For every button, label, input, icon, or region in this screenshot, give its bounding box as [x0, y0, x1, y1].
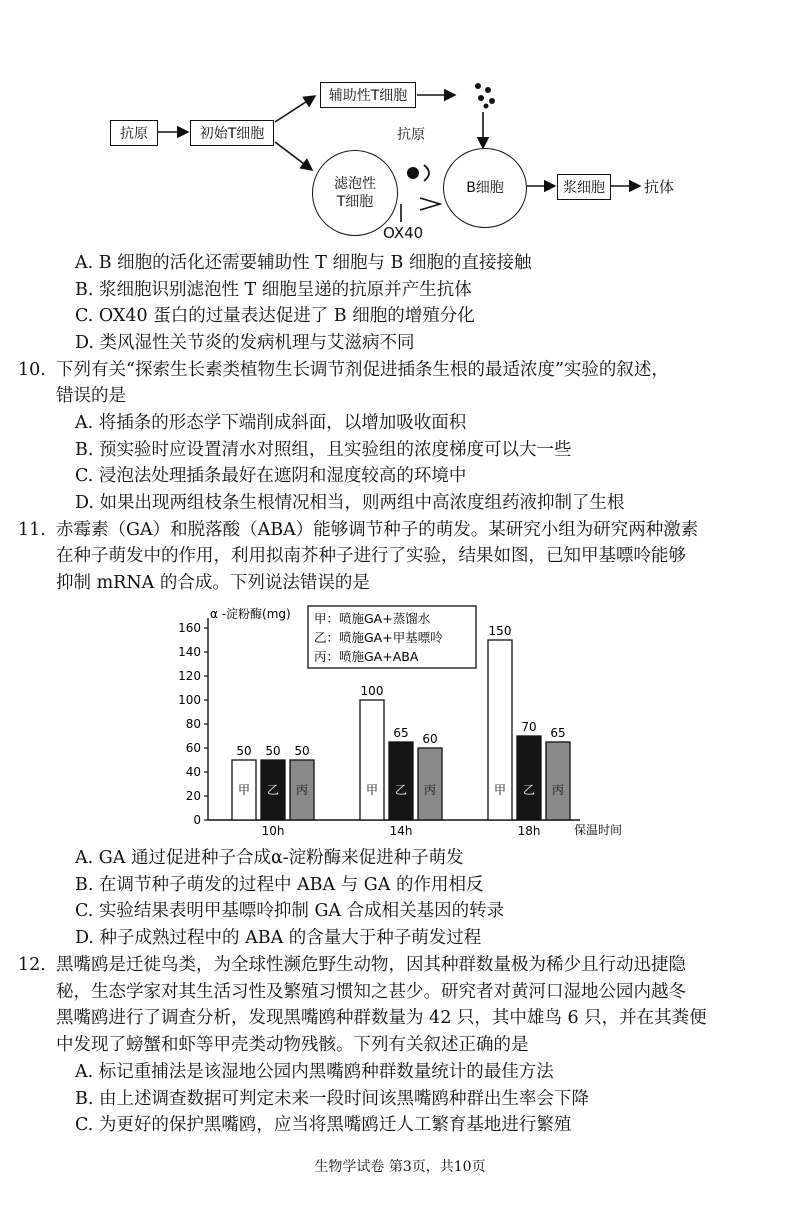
y-tick-label: 140 — [178, 645, 201, 659]
q11-option-d: D. 种子成熟过程中的 ABA 的含量大于种子萌发过程 — [75, 928, 482, 948]
q11-number: 11. — [18, 520, 46, 540]
q10-option-c: C. 浸泡法处理插条最好在遮阴和湿度较高的环境中 — [75, 466, 467, 486]
q9-option-a: A. B 细胞的活化还需要辅助性 T 细胞与 B 细胞的直接接触 — [75, 253, 532, 273]
antigen-label: 抗原 — [397, 127, 425, 143]
data-label: 100 — [360, 684, 384, 698]
data-label: 50 — [265, 744, 281, 758]
q9-option-d: D. 类风湿性关节炎的发病机理与艾滋病不同 — [75, 333, 415, 353]
q12-option-c: C. 为更好的保护黑嘴鸥，应当将黑嘴鸥迁人工繁育基地进行繁殖 — [75, 1115, 572, 1135]
q10-option-b: B. 预实验时应设置清水对照组，且实验组的浓度梯度可以大一些 — [75, 440, 572, 460]
y-tick-label: 60 — [185, 741, 201, 755]
y-tick-label: 20 — [185, 789, 201, 803]
data-label: 65 — [393, 726, 409, 740]
data-label: 50 — [294, 744, 310, 758]
bar — [389, 742, 413, 820]
amylase-bar-chart — [160, 600, 630, 845]
q10-stem-line2: 错误的是 — [56, 386, 126, 406]
q11-option-c: C. 实验结果表明甲基嘌呤抑制 GA 合成相关基因的转录 — [75, 901, 505, 921]
plasma-cell-box: 浆细胞 — [557, 174, 611, 200]
q9-option-b: B. 浆细胞识别滤泡性 T 细胞呈递的抗原并产生抗体 — [75, 280, 472, 300]
bar-series-label: 丙 — [423, 783, 437, 797]
q12-number: 12. — [18, 955, 46, 975]
legend-entry: 丙：喷施GA+ABA — [314, 649, 419, 664]
y-tick-label: 160 — [178, 621, 201, 635]
follicular-t-line1: 滤泡性 — [334, 176, 376, 192]
bar-series-label: 乙 — [522, 783, 536, 797]
data-label: 70 — [521, 720, 537, 734]
bar-series-label: 丙 — [295, 783, 309, 797]
bar — [517, 736, 541, 820]
q9-option-c: C. OX40 蛋白的过量表达促进了 B 细胞的增殖分化 — [75, 306, 475, 326]
b-cell: B细胞 — [443, 148, 527, 228]
legend-entry: 甲：喷施GA+蒸馏水 — [314, 611, 431, 626]
ox40-label: OX40 — [383, 224, 424, 242]
q10-stem-line1: 下列有关“探索生长素类植物生长调节剂促进插条生根的最适浓度”实验的叙述， — [56, 360, 669, 380]
bar — [546, 742, 570, 820]
data-label: 60 — [422, 732, 438, 746]
page-footer: 生物学试卷 第3页，共10页 — [314, 1159, 486, 1175]
q11-option-a: A. GA 通过促进种子合成α-淀粉酶来促进种子萌发 — [75, 848, 464, 868]
q10-option-d: D. 如果出现两组枝条生根情况相当，则两组中高浓度组药液抑制了生根 — [75, 493, 625, 513]
bar — [360, 700, 384, 820]
y-tick-label: 100 — [178, 693, 201, 707]
q11-stem-line1: 赤霉素（GA）和脱落酸（ABA）能够调节种子的萌发。某研究小组为研究两种激素 — [56, 520, 699, 540]
q11-stem-line3: 抑制 mRNA 的合成。下列说法错误的是 — [56, 573, 370, 593]
antibody-label: 抗体 — [644, 178, 675, 196]
antigen-box: 抗原 — [110, 120, 158, 146]
y-tick-label: 40 — [185, 765, 201, 779]
y-tick-label: 80 — [185, 717, 201, 731]
helper-t-cell-box: 辅助性T细胞 — [320, 82, 416, 108]
x-tick-label: 18h — [517, 824, 541, 838]
q10-option-a: A. 将插条的形态学下端削成斜面，以增加吸收面积 — [75, 413, 467, 433]
x-tick-label: 14h — [389, 824, 413, 838]
y-tick-label: 0 — [193, 813, 201, 827]
x-tick-label: 10h — [261, 824, 285, 838]
y-axis-label: α -淀粉酶(mg) — [210, 607, 291, 621]
x-axis-label: 保温时间 — [574, 823, 623, 837]
naive-t-cell-box: 初始T细胞 — [190, 120, 274, 146]
q12-stem-line2: 秘，生态学家对其生活习性及繁殖习惯知之甚少。研究者对黄河口湿地公园内越冬 — [56, 982, 686, 1002]
bar-series-label: 乙 — [394, 783, 408, 797]
q10-number: 10. — [18, 360, 46, 380]
data-label: 150 — [488, 624, 512, 638]
q12-stem-line3: 黑嘴鸥进行了调查分析，发现黑嘴鸥种群数量为 42 只，其中雄鸟 6 只，并在其粪便 — [56, 1008, 707, 1028]
bar-series-label: 甲 — [493, 783, 507, 797]
q11-stem-line2: 在种子萌发中的作用，利用拟南芥种子进行了实验，结果如图，已知甲基嘌呤能够 — [56, 546, 686, 566]
y-tick-label: 120 — [178, 669, 201, 683]
bar-series-label: 甲 — [237, 783, 251, 797]
data-label: 50 — [236, 744, 252, 758]
bar-series-label: 甲 — [365, 783, 379, 797]
q11-option-b: B. 在调节种子萌发的过程中 ABA 与 GA 的作用相反 — [75, 875, 484, 895]
q12-option-b: B. 由上述调查数据可判定未来一段时间该黑嘴鸥种群出生率会下降 — [75, 1089, 589, 1109]
q12-stem-line4: 中发现了螃蟹和虾等甲壳类动物残骸。下列有关叙述正确的是 — [56, 1035, 529, 1055]
q12-stem-line1: 黑嘴鸥是迁徙鸟类，为全球性濒危野生动物，因其种群数量极为稀少且行动迅捷隐 — [56, 955, 686, 975]
q12-option-a: A. 标记重捕法是该湿地公园内黑嘴鸥种群数量统计的最佳方法 — [75, 1062, 554, 1082]
bar-series-label: 乙 — [266, 783, 280, 797]
follicular-t-line2: T细胞 — [336, 194, 374, 210]
data-label: 65 — [550, 726, 566, 740]
legend-entry: 乙：喷施GA+甲基嘌呤 — [314, 630, 443, 645]
bar-series-label: 丙 — [551, 783, 565, 797]
